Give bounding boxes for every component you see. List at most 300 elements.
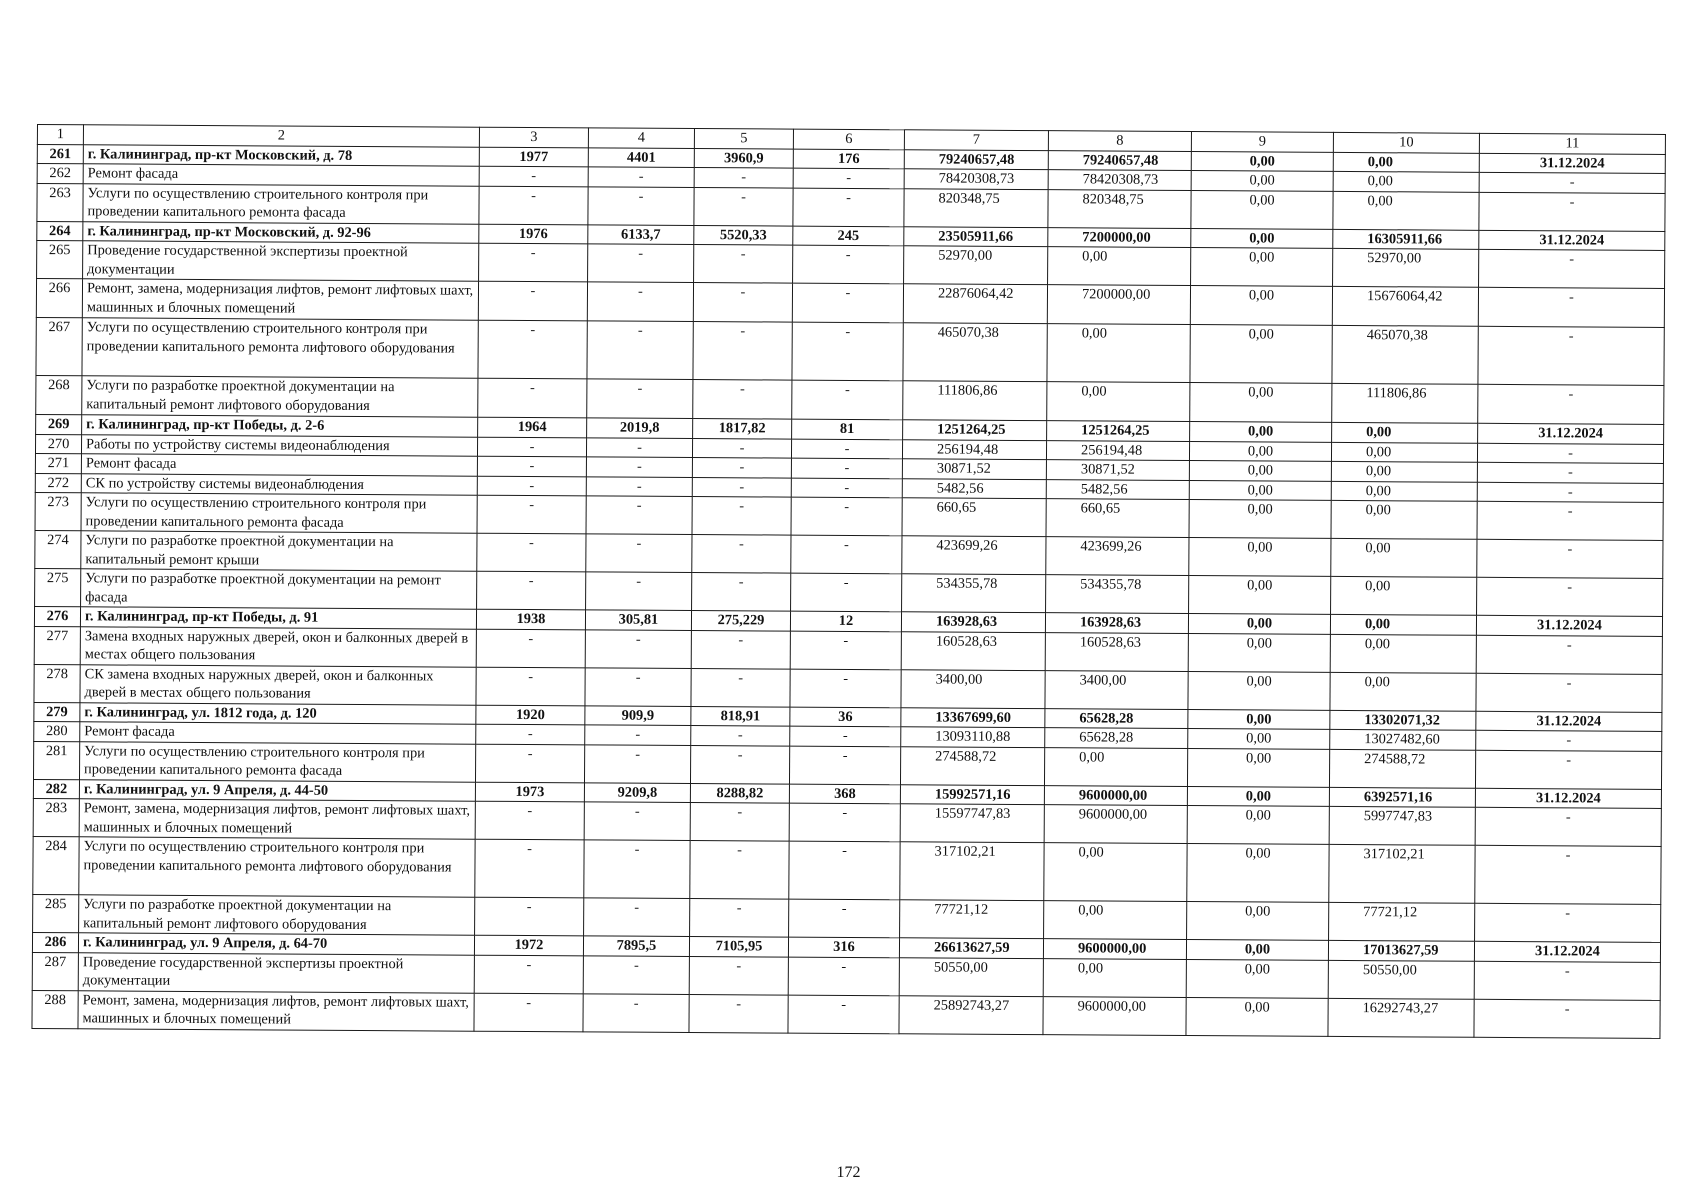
row-number: 265 bbox=[37, 241, 83, 279]
capital-repair-table bbox=[31, 124, 1665, 1038]
living-area: - bbox=[694, 168, 793, 188]
row-number: 280 bbox=[34, 721, 80, 741]
residents: - bbox=[790, 669, 901, 708]
living-area: 818,91 bbox=[691, 706, 790, 726]
residents: - bbox=[791, 458, 902, 478]
total-cost: 15992571,16 bbox=[900, 784, 1044, 804]
work-name: Ремонт фасада bbox=[80, 722, 476, 744]
funds-fund: 7200000,00 bbox=[1047, 285, 1190, 325]
column-number: 5 bbox=[694, 129, 793, 149]
completion-date: - bbox=[1477, 482, 1663, 503]
year-built: - bbox=[476, 629, 585, 668]
column-number: 8 bbox=[1048, 131, 1191, 151]
total-cost: 13367699,60 bbox=[901, 707, 1045, 727]
living-area: - bbox=[690, 841, 789, 900]
funds-fund: 0,00 bbox=[1047, 324, 1190, 383]
work-name: Ремонт, замена, модернизация лифтов, ремонт лифтовых шахт, машинных и блочных помещений bbox=[78, 990, 474, 1030]
funds-owners: 77721,12 bbox=[1329, 902, 1475, 941]
year-built: - bbox=[477, 533, 586, 572]
total-area: - bbox=[586, 534, 692, 573]
funds-budget: 0,00 bbox=[1189, 576, 1331, 615]
row-number: 271 bbox=[35, 453, 81, 473]
total-area: - bbox=[587, 282, 693, 322]
funds-budget: 0,00 bbox=[1187, 748, 1329, 787]
funds-owners: 0,00 bbox=[1330, 614, 1476, 634]
total-area: 305,81 bbox=[585, 610, 691, 630]
living-area: - bbox=[693, 322, 792, 381]
column-number: 1 bbox=[37, 125, 83, 145]
total-area: - bbox=[584, 744, 690, 783]
residents: - bbox=[791, 497, 902, 536]
row-number: 275 bbox=[35, 568, 81, 606]
funds-owners: 0,00 bbox=[1331, 481, 1477, 501]
residents: - bbox=[791, 439, 902, 459]
residents: - bbox=[791, 535, 902, 574]
living-area: - bbox=[691, 668, 790, 707]
funds-fund: 0,00 bbox=[1044, 747, 1187, 786]
residents: 368 bbox=[789, 784, 900, 804]
residents: - bbox=[793, 168, 904, 188]
funds-fund: 0,00 bbox=[1044, 843, 1187, 902]
total-cost: 5482,56 bbox=[902, 478, 1046, 498]
work-name: СК по устройству системы видеонаблюдения bbox=[81, 473, 477, 495]
year-built: 1977 bbox=[479, 147, 588, 167]
funds-budget: 0,00 bbox=[1191, 248, 1333, 287]
funds-owners: 465070,38 bbox=[1332, 325, 1478, 384]
work-name: г. Калининград, пр-кт Московский, д. 78 bbox=[83, 144, 479, 166]
year-built: - bbox=[475, 839, 584, 898]
row-number: 269 bbox=[36, 414, 82, 434]
living-area: 275,229 bbox=[691, 611, 790, 631]
funds-budget: 0,00 bbox=[1187, 902, 1329, 941]
total-cost: 78420308,73 bbox=[904, 169, 1048, 189]
total-cost: 3400,00 bbox=[901, 669, 1045, 708]
row-number: 277 bbox=[34, 626, 80, 664]
funds-fund: 163928,63 bbox=[1045, 613, 1188, 633]
funds-owners: 16292743,27 bbox=[1328, 998, 1474, 1037]
residents: - bbox=[792, 380, 903, 420]
row-number: 279 bbox=[34, 702, 80, 722]
total-cost: 79240657,48 bbox=[904, 149, 1048, 169]
funds-fund: 660,65 bbox=[1046, 499, 1189, 538]
funds-owners: 0,00 bbox=[1331, 500, 1477, 539]
work-name: Ремонт фасада bbox=[81, 454, 477, 476]
living-area: - bbox=[692, 535, 791, 574]
year-built: - bbox=[477, 456, 586, 476]
living-area: - bbox=[690, 803, 789, 842]
total-cost: 30871,52 bbox=[902, 459, 1046, 479]
work-name: г. Калининград, ул. 9 Апреля, д. 44-50 bbox=[79, 779, 475, 801]
funds-budget: 0,00 bbox=[1188, 671, 1330, 710]
total-cost: 660,65 bbox=[902, 498, 1046, 537]
row-number: 268 bbox=[36, 375, 82, 414]
year-built: - bbox=[474, 955, 583, 994]
funds-budget: 0,00 bbox=[1186, 959, 1328, 998]
total-area: - bbox=[586, 496, 692, 535]
total-area: - bbox=[586, 437, 692, 457]
year-built: - bbox=[476, 667, 585, 706]
residents: - bbox=[790, 631, 901, 670]
total-area: - bbox=[584, 840, 690, 899]
work-name: Услуги по осуществлению строительного контроля при проведении капитального ремонта фасада bbox=[83, 183, 479, 223]
total-cost: 26613627,59 bbox=[899, 938, 1043, 958]
work-row bbox=[33, 836, 1661, 904]
funds-fund: 65628,28 bbox=[1045, 728, 1188, 748]
year-built: - bbox=[476, 724, 585, 744]
work-name: Услуги по осуществлению строительного контроля при проведении капитального ремонта лифтового оборудования bbox=[79, 837, 475, 897]
residents: - bbox=[791, 478, 902, 498]
total-cost: 465070,38 bbox=[903, 323, 1047, 382]
funds-budget: 0,00 bbox=[1190, 286, 1332, 326]
funds-fund: 534355,78 bbox=[1046, 575, 1189, 614]
residents: - bbox=[789, 803, 900, 842]
total-cost: 77721,12 bbox=[900, 900, 1044, 939]
living-area: - bbox=[694, 245, 793, 284]
total-cost: 50550,00 bbox=[899, 957, 1043, 996]
work-name: г. Калининград, пр-кт Московский, д. 92-96 bbox=[83, 221, 479, 243]
completion-date: - bbox=[1479, 192, 1665, 231]
living-area: - bbox=[692, 477, 791, 497]
total-area: - bbox=[588, 186, 694, 225]
total-cost: 15597747,83 bbox=[900, 804, 1044, 843]
work-name: Услуги по разработке проектной документации на капитальный ремонт лифтового оборудования bbox=[79, 895, 475, 935]
total-cost: 317102,21 bbox=[900, 842, 1044, 901]
row-number: 261 bbox=[37, 144, 83, 164]
funds-owners: 0,00 bbox=[1332, 422, 1478, 442]
total-cost: 111806,86 bbox=[903, 381, 1047, 421]
residents: - bbox=[789, 841, 900, 900]
total-cost: 13093110,88 bbox=[901, 727, 1045, 747]
column-number: 9 bbox=[1191, 132, 1333, 152]
residents: - bbox=[791, 573, 902, 612]
funds-owners: 15676064,42 bbox=[1332, 286, 1478, 326]
residents: 176 bbox=[793, 149, 904, 169]
residents: - bbox=[789, 746, 900, 785]
row-number: 285 bbox=[33, 894, 79, 932]
residents: - bbox=[792, 322, 903, 381]
living-area: - bbox=[691, 726, 790, 746]
completion-date: 31.12.2024 bbox=[1479, 153, 1665, 174]
row-number: 281 bbox=[33, 741, 79, 779]
work-name: Проведение государственной экспертизы проектной документации bbox=[83, 241, 479, 281]
year-built: - bbox=[475, 744, 584, 783]
work-name: Работы по устройству системы видеонаблюдения bbox=[81, 434, 477, 456]
funds-fund: 0,00 bbox=[1048, 247, 1191, 286]
funds-budget: 0,00 bbox=[1190, 325, 1332, 384]
funds-fund: 0,00 bbox=[1047, 382, 1190, 422]
living-area: - bbox=[691, 630, 790, 669]
row-number: 273 bbox=[35, 492, 81, 530]
funds-fund: 256194,48 bbox=[1046, 440, 1189, 460]
residents: - bbox=[793, 245, 904, 284]
year-built: 1938 bbox=[476, 609, 585, 629]
funds-owners: 0,00 bbox=[1330, 634, 1476, 673]
funds-owners: 111806,86 bbox=[1332, 383, 1478, 423]
row-number: 283 bbox=[33, 798, 79, 836]
completion-date: 31.12.2024 bbox=[1476, 615, 1662, 636]
completion-date: - bbox=[1477, 577, 1663, 616]
work-name: г. Калининград, ул. 1812 года, д. 120 bbox=[80, 702, 476, 724]
completion-date: - bbox=[1475, 807, 1661, 846]
year-built: 1920 bbox=[476, 705, 585, 725]
funds-fund: 65628,28 bbox=[1045, 708, 1188, 728]
funds-fund: 30871,52 bbox=[1046, 460, 1189, 480]
funds-owners: 0,00 bbox=[1333, 152, 1479, 172]
year-built: - bbox=[478, 320, 587, 379]
funds-budget: 0,00 bbox=[1186, 940, 1328, 960]
work-name: Услуги по разработке проектной документации на капитальный ремонт крыши bbox=[81, 531, 477, 571]
funds-budget: 0,00 bbox=[1188, 614, 1330, 634]
year-built: - bbox=[475, 897, 584, 936]
living-area: - bbox=[692, 458, 791, 478]
total-area: - bbox=[586, 572, 692, 611]
residents: - bbox=[793, 188, 904, 227]
total-cost: 534355,78 bbox=[902, 574, 1046, 613]
funds-fund: 79240657,48 bbox=[1048, 150, 1191, 170]
total-area: - bbox=[583, 955, 689, 994]
funds-budget: 0,00 bbox=[1189, 461, 1331, 481]
living-area: - bbox=[694, 187, 793, 226]
row-number: 287 bbox=[32, 952, 78, 990]
living-area: 3960,9 bbox=[694, 148, 793, 168]
funds-budget: 0,00 bbox=[1187, 806, 1329, 845]
funds-owners: 5997747,83 bbox=[1329, 806, 1475, 845]
column-number: 10 bbox=[1333, 132, 1479, 152]
funds-budget: 0,00 bbox=[1191, 151, 1333, 171]
completion-date: - bbox=[1475, 903, 1661, 942]
work-name: г. Калининград, пр-кт Победы, д. 91 bbox=[80, 607, 476, 629]
completion-date: - bbox=[1477, 539, 1663, 578]
row-number: 282 bbox=[33, 779, 79, 799]
year-built: - bbox=[475, 801, 584, 840]
row-number: 286 bbox=[32, 932, 78, 952]
column-number: 7 bbox=[904, 130, 1048, 150]
funds-budget: 0,00 bbox=[1188, 633, 1330, 672]
funds-owners: 274588,72 bbox=[1329, 749, 1475, 788]
funds-owners: 16305911,66 bbox=[1333, 229, 1479, 249]
year-built: 1964 bbox=[478, 417, 587, 437]
year-built: - bbox=[477, 495, 586, 534]
funds-budget: 0,00 bbox=[1191, 228, 1333, 248]
funds-budget: 0,00 bbox=[1191, 171, 1333, 191]
completion-date: - bbox=[1477, 501, 1663, 540]
total-area: - bbox=[587, 379, 693, 419]
year-built: 1973 bbox=[475, 782, 584, 802]
row-number: 278 bbox=[34, 664, 80, 702]
funds-owners: 0,00 bbox=[1333, 191, 1479, 230]
funds-owners: 13302071,32 bbox=[1330, 710, 1476, 730]
work-name: Услуги по разработке проектной документации на капитальный ремонт лифтового оборудования bbox=[82, 376, 478, 417]
funds-fund: 3400,00 bbox=[1045, 670, 1188, 709]
completion-date: - bbox=[1477, 443, 1663, 464]
total-area: - bbox=[585, 667, 691, 706]
year-built: - bbox=[474, 993, 583, 1032]
completion-date: - bbox=[1474, 999, 1660, 1038]
funds-budget: 0,00 bbox=[1189, 500, 1331, 539]
total-cost: 23505911,66 bbox=[904, 226, 1048, 246]
year-built: 1976 bbox=[479, 224, 588, 244]
living-area: - bbox=[692, 497, 791, 536]
total-area: 6133,7 bbox=[588, 224, 694, 244]
total-area: - bbox=[588, 167, 694, 187]
year-built: - bbox=[479, 166, 588, 186]
total-cost: 1251264,25 bbox=[903, 420, 1047, 440]
funds-budget: 0,00 bbox=[1189, 538, 1331, 577]
residents: 12 bbox=[790, 611, 901, 631]
funds-budget: 0,00 bbox=[1191, 190, 1333, 229]
row-number: 262 bbox=[37, 164, 83, 184]
row-number: 272 bbox=[35, 473, 81, 493]
total-area: - bbox=[584, 802, 690, 841]
year-built: - bbox=[479, 243, 588, 282]
funds-owners: 0,00 bbox=[1331, 538, 1477, 577]
living-area: - bbox=[690, 899, 789, 938]
residents: 36 bbox=[790, 707, 901, 727]
row-number: 274 bbox=[35, 530, 81, 568]
row-number: 270 bbox=[35, 434, 81, 454]
funds-owners: 50550,00 bbox=[1328, 960, 1474, 999]
row-number: 264 bbox=[37, 221, 83, 241]
row-number: 288 bbox=[32, 990, 78, 1028]
completion-date: - bbox=[1478, 326, 1664, 385]
year-built: - bbox=[477, 437, 586, 457]
total-cost: 22876064,42 bbox=[903, 284, 1047, 324]
column-number: 6 bbox=[793, 129, 904, 149]
funds-fund: 9600000,00 bbox=[1043, 996, 1186, 1035]
funds-fund: 160528,63 bbox=[1045, 632, 1188, 671]
completion-date: - bbox=[1475, 750, 1661, 789]
living-area: - bbox=[693, 380, 792, 420]
funds-budget: 0,00 bbox=[1190, 422, 1332, 442]
funds-budget: 0,00 bbox=[1187, 786, 1329, 806]
funds-budget: 0,00 bbox=[1188, 709, 1330, 729]
total-area: - bbox=[588, 244, 694, 283]
funds-owners: 0,00 bbox=[1333, 171, 1479, 191]
work-name: Услуги по осуществлению строительного контроля при проведении капитального ремонта лифтового оборудования bbox=[82, 318, 478, 378]
work-name: Услуги по осуществлению строительного контроля при проведении капитального ремонта фасада bbox=[81, 493, 477, 533]
page-number: 172 bbox=[836, 1164, 861, 1181]
total-area: - bbox=[586, 476, 692, 496]
funds-owners: 0,00 bbox=[1331, 442, 1477, 462]
living-area: - bbox=[693, 283, 792, 323]
total-cost: 52970,00 bbox=[904, 246, 1048, 285]
living-area: 7105,95 bbox=[689, 937, 788, 957]
residents: 316 bbox=[788, 937, 899, 957]
funds-fund: 820348,75 bbox=[1048, 189, 1191, 228]
funds-fund: 0,00 bbox=[1043, 958, 1186, 997]
work-name: Проведение государственной экспертизы проектной документации bbox=[78, 952, 474, 992]
column-number: 3 bbox=[479, 127, 588, 147]
work-name: г. Калининград, пр-кт Победы, д. 2-6 bbox=[82, 415, 478, 437]
row-number: 284 bbox=[33, 836, 79, 894]
funds-owners: 13027482,60 bbox=[1330, 729, 1476, 749]
total-area: 9209,8 bbox=[584, 782, 690, 802]
total-cost: 423699,26 bbox=[902, 536, 1046, 575]
total-area: - bbox=[584, 898, 690, 937]
funds-budget: 0,00 bbox=[1187, 844, 1329, 903]
work-name: Услуги по разработке проектной документации на ремонт фасада bbox=[81, 569, 477, 609]
funds-budget: 0,00 bbox=[1186, 997, 1328, 1036]
living-area: - bbox=[689, 956, 788, 995]
completion-date: 31.12.2024 bbox=[1474, 941, 1660, 962]
living-area: 1817,82 bbox=[693, 419, 792, 439]
total-area: 7895,5 bbox=[583, 936, 689, 956]
funds-budget: 0,00 bbox=[1189, 480, 1331, 500]
completion-date: - bbox=[1474, 961, 1660, 1000]
funds-fund: 0,00 bbox=[1044, 901, 1187, 940]
residents: - bbox=[792, 283, 903, 323]
work-name: Ремонт, замена, модернизация лифтов, ремонт лифтовых шахт, машинных и блочных помещений bbox=[82, 279, 478, 320]
funds-budget: 0,00 bbox=[1190, 383, 1332, 423]
total-area: 2019,8 bbox=[587, 418, 693, 438]
completion-date: - bbox=[1478, 287, 1664, 327]
completion-date: - bbox=[1479, 249, 1665, 288]
column-number: 4 bbox=[588, 128, 694, 148]
funds-fund: 7200000,00 bbox=[1048, 227, 1191, 247]
work-name: г. Калининград, ул. 9 Апреля, д. 64-70 bbox=[78, 933, 474, 955]
total-area: - bbox=[586, 457, 692, 477]
total-area: - bbox=[585, 629, 691, 668]
column-number: 2 bbox=[83, 125, 479, 147]
completion-date: 31.12.2024 bbox=[1476, 711, 1662, 732]
living-area: 5520,33 bbox=[694, 225, 793, 245]
completion-date: - bbox=[1475, 845, 1661, 904]
total-cost: 163928,63 bbox=[901, 612, 1045, 632]
total-cost: 25892743,27 bbox=[899, 995, 1043, 1034]
completion-date: - bbox=[1477, 462, 1663, 483]
row-number: 263 bbox=[37, 183, 83, 221]
funds-budget: 0,00 bbox=[1188, 729, 1330, 749]
completion-date: - bbox=[1479, 172, 1665, 193]
funds-fund: 78420308,73 bbox=[1048, 170, 1191, 190]
total-cost: 256194,48 bbox=[902, 439, 1046, 459]
living-area: - bbox=[692, 573, 791, 612]
living-area: 8288,82 bbox=[690, 783, 789, 803]
total-area: 909,9 bbox=[585, 705, 691, 725]
funds-fund: 9600000,00 bbox=[1044, 785, 1187, 805]
completion-date: 31.12.2024 bbox=[1475, 788, 1661, 809]
funds-owners: 317102,21 bbox=[1329, 844, 1475, 903]
row-number: 267 bbox=[36, 317, 82, 375]
residents: - bbox=[790, 726, 901, 746]
row-number: 276 bbox=[34, 606, 80, 626]
living-area: - bbox=[689, 994, 788, 1033]
work-name: СК замена входных наружных дверей, окон и балконных дверей в местах общего пользования bbox=[80, 664, 476, 704]
year-built: - bbox=[477, 476, 586, 496]
column-number: 11 bbox=[1479, 133, 1665, 154]
funds-fund: 1251264,25 bbox=[1047, 421, 1190, 441]
residents: - bbox=[788, 957, 899, 996]
completion-date: 31.12.2024 bbox=[1478, 423, 1664, 444]
year-built: - bbox=[478, 281, 587, 321]
total-cost: 274588,72 bbox=[900, 746, 1044, 785]
work-name: Услуги по осуществлению строительного контроля при проведении капитального ремонта фасада bbox=[79, 741, 475, 781]
living-area: - bbox=[692, 438, 791, 458]
total-cost: 820348,75 bbox=[904, 188, 1048, 227]
funds-owners: 0,00 bbox=[1330, 672, 1476, 711]
year-built: - bbox=[479, 186, 588, 225]
total-area: 4401 bbox=[588, 147, 694, 167]
funds-fund: 9600000,00 bbox=[1044, 805, 1187, 844]
residents: - bbox=[789, 899, 900, 938]
completion-date: - bbox=[1476, 730, 1662, 751]
work-row bbox=[36, 317, 1664, 385]
completion-date: - bbox=[1476, 635, 1662, 674]
funds-fund: 9600000,00 bbox=[1043, 939, 1186, 959]
total-area: - bbox=[587, 321, 693, 380]
year-built: - bbox=[477, 571, 586, 610]
funds-fund: 423699,26 bbox=[1046, 537, 1189, 576]
